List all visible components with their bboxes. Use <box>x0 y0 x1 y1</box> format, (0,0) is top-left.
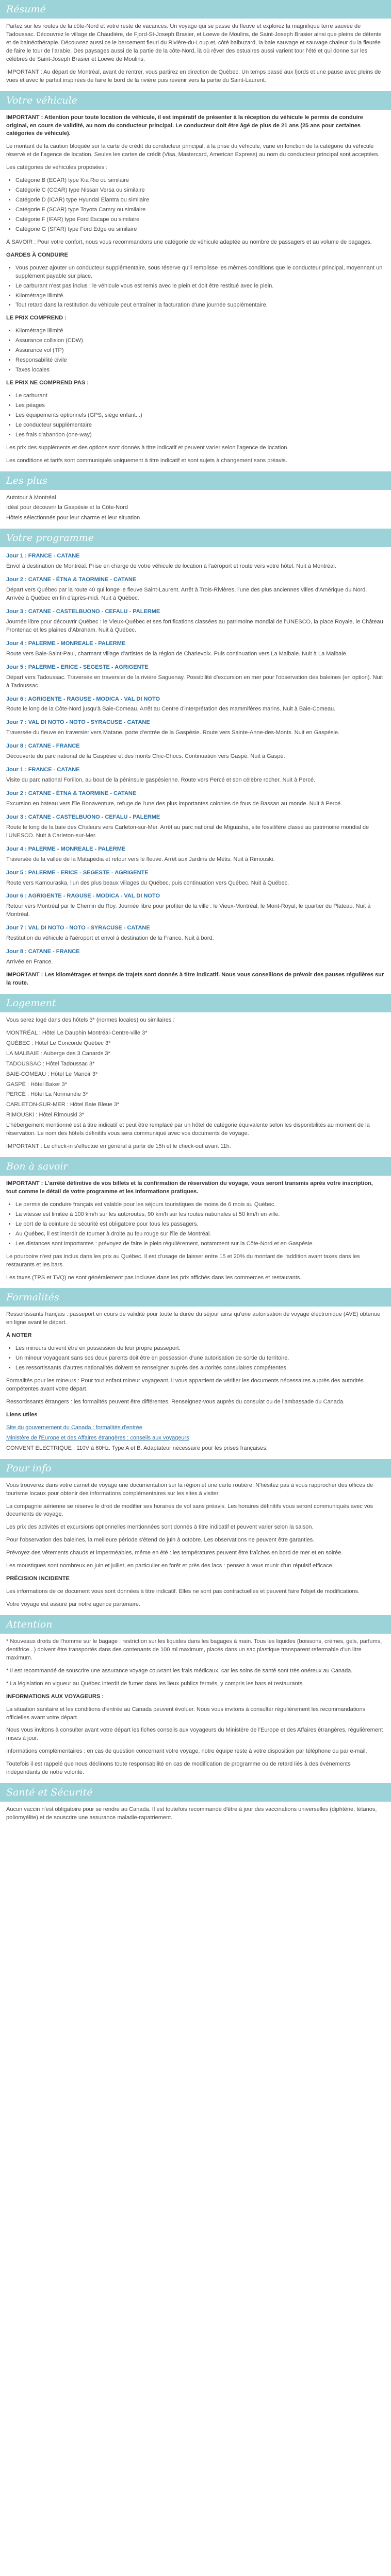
list-item: • Les péages <box>15 402 385 410</box>
formalites-links-title: Liens utiles <box>6 1411 38 1418</box>
vehicule-conditions-title: GARDES À CONDUIRE <box>6 251 68 258</box>
section-header-sante: Santé et Sécurité <box>0 1783 391 1802</box>
hotel-item: LA MALBAIE : Auberge des 3 Canards 3* <box>6 1050 110 1057</box>
list-item: • Taxes locales <box>15 366 385 375</box>
day-text: Découverte du parc national de la Gaspésie et des monts Chic-Chocs. Continuation vers Gaspé. Nuit à Gaspé. <box>6 753 285 760</box>
plus-item: Hôtels sélectionnés pour leur charme et leur situation <box>6 515 140 521</box>
day-text: Visite du parc national Forillon, au bout de la péninsule gaspésienne. Route vers Percé et son célèbre rocher. Nuit à Percé. <box>6 777 316 784</box>
list-item: • Assurance collision (CDW) <box>15 337 385 345</box>
section-attention <box>0 1638 391 1777</box>
section-bon-savoir <box>0 1180 391 1282</box>
list-item: • Responsabilité civile <box>15 357 385 365</box>
day-title: Jour 6 : AGRIGENTE - RAGUSE - MODICA - VAL DI NOTO <box>6 696 160 702</box>
day-text: Traversée de la vallée de la Matapédia et retour vers le fleuve. Arrêt aux Jardins de Métis. Nuit à Rimouski. <box>6 856 275 862</box>
vehicule-categories-intro: Les catégories de véhicules proposées : <box>6 164 108 171</box>
resume-paragraph: Partez sur les routes de la côte-Nord et votre reste de vacances. Un voyage qui se passe du fleuve et explorez la magnifique terre sauvée de Tadoussac. Découvrez le village de Chaudière, de Fjord-St-Joseph Brasier, et Loewe de Moulins, de Saint-Joseph Brasier ainsi que pleins de détente et de balnéothérapie. Découvrez aussi ce le bercement fleuri du Rivière-du-Loup et, côté balbuzard, la baie sauvage et sauvage chaleur du la fleurée de faire le tour de l’arabie. Des paysages aussi de la partie de la côte-Nord, là où rêver des estuaires aussi varient tour l’été et qui donne sur les célèbres de Saint-Joseph Brasier et Loewe de Moulins. <box>6 23 382 62</box>
attention-info-title: INFORMATIONS AUX VOYAGEURS : <box>6 1693 104 1700</box>
list-item: • Catégorie B (ECAR) type Kia Rio ou similaire <box>15 177 385 185</box>
list-item: • Le carburant n'est pas inclus : le véhicule vous est remis avec le plein et doit être restitué avec le plein. <box>15 282 385 291</box>
hotel-item: PERCÉ : Hôtel La Normandie 3* <box>6 1091 88 1098</box>
list-item: • Les distances sont importantes : prévoyez de faire le plein régulièrement, notamment sur la Côte-Nord et en Gaspésie. <box>15 1240 385 1248</box>
list-item: • Vous pouvez ajouter un conducteur supplémentaire, sous réserve qu'il remplisse les mêmes conditions que le conducteur principal, moyennant un supplément payable sur place. <box>15 264 385 281</box>
attention-paragraph: Nous vous invitons à consulter avant votre départ les fiches conseils aux voyageurs du Ministère de l'Europe et des Affaires étrangères, régulièrement mises à jour. <box>6 1727 383 1742</box>
vehicule-paragraph: À SAVOIR : Pour votre confort, nous vous recommandons une catégorie de véhicule adaptée au nombre de passagers et au volume de bagages. <box>6 239 372 245</box>
section-header-bon-savoir: Bon à savoir <box>0 1157 391 1176</box>
day-title: Jour 3 : CATANE - CASTELBUONO - CEFALU - PALERME <box>6 608 160 615</box>
hotel-item: RIMOUSKI : Hôtel Rimouski 3* <box>6 1112 84 1118</box>
day-title: Jour 2 : CATANE - ÉTNA & TAORMINE - CATANE <box>6 577 137 583</box>
day-title: Jour 7 : VAL DI NOTO - NOTO - SYRACUSE - CATANE <box>6 925 150 931</box>
list-item: • Le permis de conduire français est valable pour les séjours touristiques de moins de 6 mois au Québec. <box>15 1201 385 1209</box>
section-header-plus: Les plus <box>0 471 391 490</box>
formalites-paragraph: Ressortissants français : passeport en cours de validité pour toute la durée du séjour ainsi qu'une autorisation de voyage électronique (AVE) obtenue en ligne avant le départ. <box>6 1311 381 1326</box>
section-formalites <box>0 1311 391 1452</box>
formalites-list <box>6 1345 385 1372</box>
list-item: • Kilométrage illimité <box>15 327 385 335</box>
day-text: Excursion en bateau vers l'île Bonaventure, refuge de l'une des plus importantes colonies de fous de Bassan au monde. Nuit à Percé. <box>6 800 343 807</box>
vehicule-inclus-title: LE PRIX COMPREND : <box>6 315 67 321</box>
list-item: • Les équipements optionnels (GPS, siège enfant...) <box>15 412 385 420</box>
pour-info-paragraph: Vous trouverez dans votre carnet de voyage une documentation sur la région et une carte routière. N'hésitez pas à vous rapprocher des offices de tourisme locaux pour obtenir des informations complémentaires sur les sites à visiter. <box>6 1482 373 1497</box>
section-programme <box>0 552 391 988</box>
section-header-programme: Votre programme <box>0 529 391 547</box>
formalites-note-title: À NOTER <box>6 1332 32 1339</box>
day-title: Jour 8 : CATANE - FRANCE <box>6 948 80 955</box>
list-item: • Catégorie C (CCAR) type Nissan Versa ou similaire <box>15 187 385 195</box>
formalites-link[interactable]: Site du gouvernement du Canada : formalités d'entrée <box>6 1424 142 1431</box>
list-item: • Au Québec, il est interdit de tourner à droite au feu rouge sur l'île de Montréal. <box>15 1230 385 1239</box>
vehicule-categories-list <box>6 177 385 234</box>
pour-info-paragraph: Votre voyage est assuré par notre agence partenaire. <box>6 1601 140 1607</box>
day-text: Route vers Kamouraska, l'un des plus beaux villages du Québec, puis continuation vers Québec. Nuit à Québec. <box>6 879 289 886</box>
day-text: Retour vers Montréal par le Chemin du Roy. Journée libre pour profiter de la ville : le Vieux-Montréal, le Mont-Royal, le quartier du Plateau. Nuit à Montréal. <box>6 903 371 918</box>
day-title: Jour 2 : CATANE - ÉTNA & TAORMINE - CATANE <box>6 790 137 796</box>
logement-intro: Vous serez logé dans des hôtels 3* (normes locales) ou similaires : <box>6 1016 175 1023</box>
plus-item: Idéal pour découvrir la Gaspésie et la Côte-Nord <box>6 504 128 511</box>
pour-info-precision: Les informations de ce document vous sont données à titre indicatif. Elles ne sont pas contractuelles et peuvent faire l'objet de modifications. <box>6 1588 360 1595</box>
day-title: Jour 7 : VAL DI NOTO - NOTO - SYRACUSE - CATANE <box>6 719 150 726</box>
day-title: Jour 1 : FRANCE - CATANE <box>6 767 80 773</box>
hotel-item: QUÉBEC : Hôtel Le Concorde Québec 3* <box>6 1040 111 1046</box>
day-title: Jour 3 : CATANE - CASTELBUONO - CEFALU - PALERME <box>6 814 160 820</box>
hotel-item: GASPÉ : Hôtel Baker 3* <box>6 1081 67 1088</box>
day-text: Route le long de la baie des Chaleurs vers Carleton-sur-Mer. Arrêt au parc national de Miguasha, site fossilifère classé au patrimoine mondial de l'UNESCO. Nuit à Carleton-sur-Mer. <box>6 824 369 839</box>
section-pour-info <box>0 1482 391 1609</box>
list-item: • Les ressortissants d'autres nationalités doivent se renseigner auprès des autorités consulaires compétentes. <box>15 1364 385 1372</box>
hotel-item: BAIE-COMEAU : Hôtel Le Manoir 3* <box>6 1071 98 1077</box>
list-item: • Catégorie E (SCAR) type Toyota Camry ou similaire <box>15 206 385 214</box>
section-header-attention: Attention <box>0 1615 391 1634</box>
attention-paragraph: Informations complémentaires : en cas de question concernant votre voyage, notre équipe reste à votre disposition par téléphone ou par e-mail. <box>6 1748 367 1755</box>
list-item: • Les mineurs doivent être en possession de leur propre passeport. <box>15 1345 385 1353</box>
pour-info-paragraph: Prévoyez des vêtements chauds et imperméables, même en été : les températures peuvent être fraîches en bord de mer et en soirée. <box>6 1550 343 1556</box>
vehicule-non-inclus-list <box>6 392 385 439</box>
attention-paragraph: La situation sanitaire et les conditions d'entrée au Canada peuvent évoluer. Nous vous invitons à consulter régulièrement les recommandations officielles avant votre départ. <box>6 1706 366 1721</box>
list-item: • Assurance vol (TP) <box>15 347 385 355</box>
vehicule-paragraph: Le montant de la caution bloquée sur la carte de crédit du conducteur principal, à la prise du véhicule, varie en fonction de la catégorie du véhicule réservé et de l’agence de location. Seules les cartes de crédit (Visa, Mastercard, American Express) au nom du conducteur principal sont acceptées. <box>6 143 380 158</box>
plus-item: Autotour à Montréal <box>6 494 56 501</box>
list-item: • Tout retard dans la restitution du véhicule peut entraîner la facturation d'une journée supplémentaire. <box>15 301 385 310</box>
list-item: • Catégorie D (ICAR) type Hyundai Elantra ou similaire <box>15 196 385 205</box>
pour-info-paragraph: Les prix des activités et excursions optionnelles mentionnées sont donnés à titre indicatif et peuvent varier selon la saison. <box>6 1524 314 1531</box>
logement-paragraph: IMPORTANT : Le check-in s'effectue en général à partir de 15h et le check-out avant 11h. <box>6 1143 231 1150</box>
day-text: Route vers Baie-Saint-Paul, charmant village d'artistes de la région de Charlevoix. Puis continuation vers La Malbaie. Nuit à La Malbaie. <box>6 650 348 657</box>
section-header-vehicule: Votre véhicule <box>0 91 391 110</box>
list-item: • La vitesse est limitée à 100 km/h sur les autoroutes, 90 km/h sur les routes nationales et 50 km/h en ville. <box>15 1211 385 1219</box>
pour-info-precision-title: PRÉCISION INCIDENTE <box>6 1575 70 1582</box>
day-title: Jour 4 : PALERME - MONREALE - PALERME <box>6 845 126 852</box>
attention-paragraph: * Il est recommandé de souscrire une assurance voyage couvrant les frais médicaux, car les soins de santé sont très onéreux au Canada. <box>6 1667 353 1674</box>
vehicule-paragraph: Les prix des suppléments et des options sont donnés à titre indicatif et peuvent varier selon l'agence de location. <box>6 444 289 451</box>
day-title: Jour 4 : PALERME - MONREALE - PALERME <box>6 640 126 647</box>
hotel-item: CARLETON-SUR-MER : Hôtel Baie Bleue 3* <box>6 1101 120 1108</box>
day-text: Journée libre pour découvrir Québec : le Vieux-Québec et ses fortifications classées au patrimoine mondial de l'UNESCO, la place Royale, le Château Frontenac et les plaines d'Abraham. Nuit à Québec. <box>6 618 383 633</box>
vehicule-inclus-list <box>6 327 385 375</box>
vehicule-intro: IMPORTANT : Attention pour toute location de véhicule, il est impératif de présenter à la réception du véhicule le permis de conduire original, en cours de validité, au nom du conducteur principal. Le conducteur doit être âgé de plus de 21 ans (25 ans pour certaines catégories de véhicule). <box>6 114 363 137</box>
formalites-paragraph: CONVENT ELECTRIQUE : 110V à 60Hz. Type A et B. Adaptateur nécessaire pour les prises françaises. <box>6 1445 268 1451</box>
list-item: • Le port de la ceinture de sécurité est obligatoire pour tous les passagers. <box>15 1221 385 1229</box>
day-title: Jour 5 : PALERME - ERICE - SEGESTE - AGRIGENTE <box>6 664 149 670</box>
section-sante <box>0 1806 391 1822</box>
day-text: Départ vers Québec par la route 40 qui longe le fleuve Saint-Laurent. Arrêt à Trois-Rivières, l'une des plus anciennes villes d'Amérique du Nord. Arrivée à Québec en fin d'après-midi. Nuit à Québec. <box>6 587 367 602</box>
vehicule-non-inclus-title: LE PRIX NE COMPREND PAS : <box>6 380 89 386</box>
attention-paragraph: Toutefois il est rappelé que nous déclinons toute responsabilité en cas de modification de programme ou de retard liés à des événements indépendants de notre volonté. <box>6 1761 351 1776</box>
sante-paragraph: Aucun vaccin n'est obligatoire pour se rendre au Canada. Il est toutefois recommandé d'être à jour des vaccinations universelles (diphtérie, tétanos, poliomyélite) et de souscrire une assurance maladie-rapatriement. <box>6 1806 377 1821</box>
section-header-formalites: Formalités <box>0 1288 391 1307</box>
logement-paragraph: L'hébergement mentionné est à titre indicatif et peut être remplacé par un hôtel de catégorie équivalente selon les disponibilités au moment de la réservation. Le nom des hôtels définitifs vous sera communiqué avec vos documents de voyage. <box>6 1122 370 1137</box>
programme-important: IMPORTANT : Les kilométrages et temps de trajets sont donnés à titre indicatif. Nous vous conseillons de prévoir des pauses régulières sur la route. <box>6 972 384 986</box>
formalites-link[interactable]: Ministère de l'Europe et des Affaires étrangères : conseils aux voyageurs <box>6 1434 189 1441</box>
day-title: Jour 1 : FRANCE - CATANE <box>6 553 80 560</box>
day-title: Jour 8 : CATANE - FRANCE <box>6 743 80 750</box>
section-header-pour-info: Pour info <box>0 1459 391 1478</box>
bon-savoir-list <box>6 1201 385 1248</box>
vehicule-conditions-list <box>6 264 385 310</box>
list-item: • Un mineur voyageant sans ses deux parents doit être en possession d'une autorisation de sortie du territoire. <box>15 1354 385 1363</box>
list-item: • Kilométrage illimité. <box>15 292 385 300</box>
day-text: Restitution du véhicule à l'aéroport et envol à destination de la France. Nuit à bord. <box>6 935 214 942</box>
day-text: Traversée du fleuve en traversier vers Matane, porte d'entrée de la Gaspésie. Route vers Sainte-Anne-des-Monts. Nuit en Gaspésie. <box>6 730 340 736</box>
section-plus <box>0 494 391 523</box>
pour-info-paragraph: La compagnie aérienne se réserve le droit de modifier ses horaires de vol sans préavis. Les horaires définitifs vous seront communiqués avec vos documents de voyage. <box>6 1503 373 1518</box>
resume-paragraph: IMPORTANT : Au départ de Montréal, avant de rentrer, vous partirez en direction de Québec. Un temps passé aux fjords et une pause avec pleins de vues et avec le parfait inspirées de faire le bord de la rivière puis revenir vers la partie du Saint-Laurent. <box>6 69 381 83</box>
pour-info-paragraph: Les moustiques sont nombreux en juin et juillet, en particulier en forêt et près des lacs : pensez à vous munir d'un répulsif efficace. <box>6 1563 334 1569</box>
list-item: • Les frais d'abandon (one-way) <box>15 431 385 439</box>
day-text: Envol à destination de Montréal. Prise en charge de votre véhicule de location à l'aéroport et route vers votre hôtel. Nuit à Montréal. <box>6 563 336 570</box>
section-header-resume: Résumé <box>0 0 391 19</box>
list-item: • Catégorie F (IFAR) type Ford Escape ou similaire <box>15 216 385 224</box>
hotel-item: MONTRÉAL : Hôtel Le Dauphin Montréal-Centre-ville 3* <box>6 1029 148 1036</box>
pour-info-paragraph: Pour l'observation des baleines, la meilleure période s'étend de juin à octobre. Les observations ne peuvent être garanties. <box>6 1537 315 1544</box>
day-title: Jour 6 : AGRIGENTE - RAGUSE - MODICA - VAL DI NOTO <box>6 893 160 900</box>
attention-paragraph: * La législation en vigueur au Québec interdit de fumer dans les lieux publics fermés, y compris les bars et restaurants. <box>6 1680 304 1687</box>
bon-savoir-paragraph: Les taxes (TPS et TVQ) ne sont généralement pas incluses dans les prix affichés dans les commerces et restaurants. <box>6 1274 302 1281</box>
bon-savoir-important: IMPORTANT : L'arrêté définitive de vos billets et la confirmation de réservation du voyage, vous seront transmis après votre inscription, tout comme le détail de votre programme et les informations pratiques. <box>6 1180 373 1195</box>
formalites-paragraph: Formalités pour les mineurs : Pour tout enfant mineur voyageant, il vous appartient de vérifier les documents nécessaires auprès des autorités compétentes avant votre départ. <box>6 1378 364 1392</box>
day-text: Arrivée en France. <box>6 959 53 965</box>
day-text: Route le long de la Côte-Nord jusqu'à Baie-Comeau. Arrêt au Centre d'interprétation des mammifères marins. Nuit à Baie-Comeau. <box>6 706 336 713</box>
list-item: • Le carburant <box>15 392 385 400</box>
hotel-item: TADOUSSAC : Hôtel Tadoussac 3* <box>6 1060 95 1067</box>
vehicule-paragraph: Les conditions et tarifs sont communiqués uniquement à titre indicatif et sont sujets à changement sans préavis. <box>6 457 287 464</box>
bon-savoir-paragraph: Le pourboire n'est pas inclus dans les prix au Québec. Il est d'usage de laisser entre 15 et 20% du montant de l'addition avant taxes dans les restaurants et les bars. <box>6 1253 360 1268</box>
section-resume <box>0 23 391 85</box>
formalites-paragraph: Ressortissants étrangers : les formalités peuvent être différentes. Renseignez-vous auprès du consulat ou de l'ambassade du Canada. <box>6 1398 345 1405</box>
section-vehicule <box>0 114 391 465</box>
attention-paragraph: * Nouveaux droits de l'homme sur le bagage : restriction sur les liquides dans les bagages à main. Tous les liquides (boissons, crèmes, gels, parfums, dentifrice...) doivent être transportés dans des contenants de 100 ml maximum, placés dans un sac plastique transparent refermable d'un litre maximum. <box>6 1638 382 1661</box>
section-header-logement: Logement <box>0 994 391 1012</box>
list-item: • Le conducteur supplémentaire <box>15 421 385 430</box>
day-title: Jour 5 : PALERME - ERICE - SEGESTE - AGRIGENTE <box>6 869 149 876</box>
day-text: Départ vers Tadoussac. Traversée en traversier de la rivière Saguenay. Possibilité d'excursion en mer pour l'observation des baleines (en option). Nuit à Tadoussac. <box>6 674 383 689</box>
section-logement <box>0 1016 391 1151</box>
list-item: • Catégorie G (SFAR) type Ford Edge ou similaire <box>15 226 385 234</box>
